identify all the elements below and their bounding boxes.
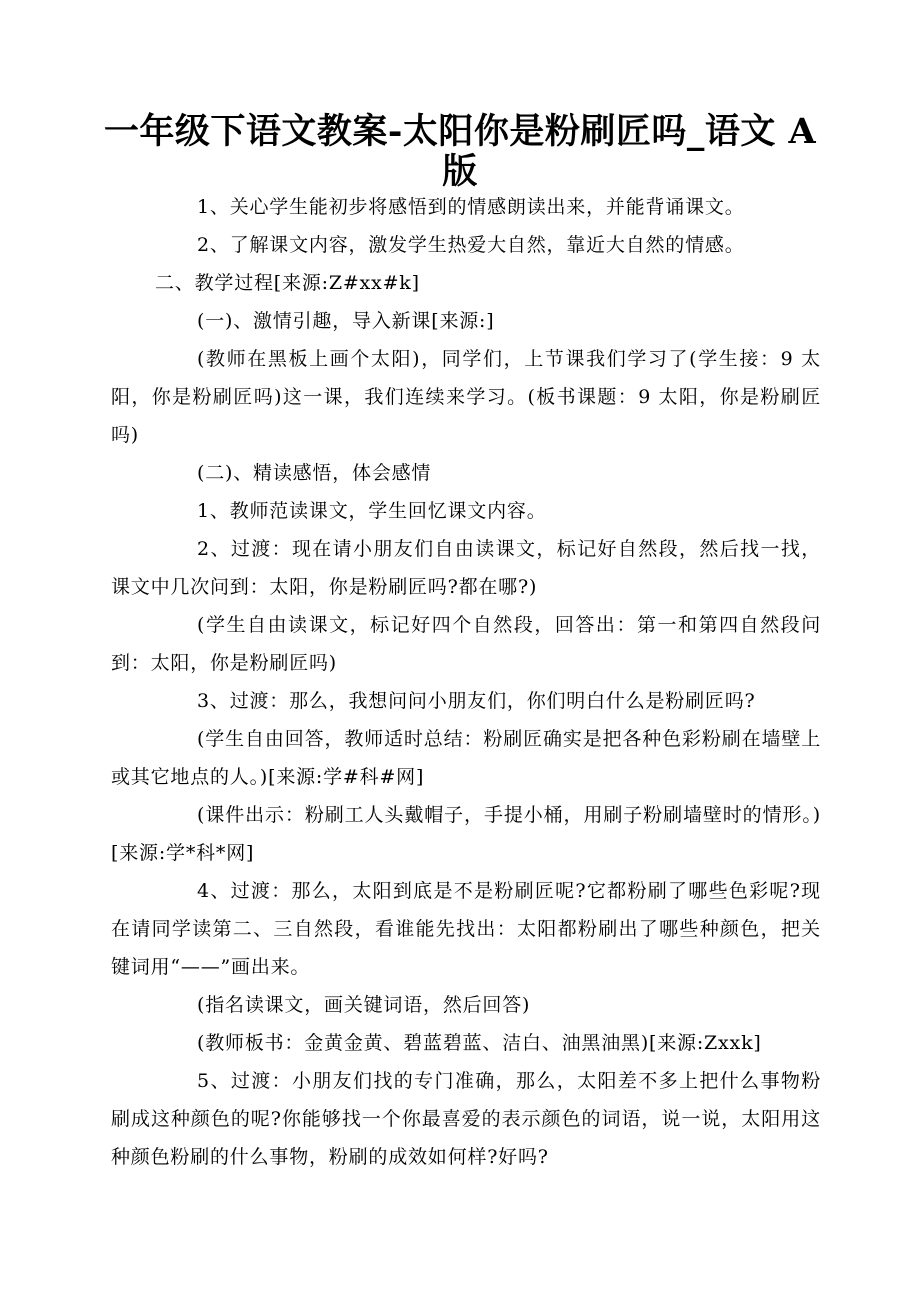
paragraph: (教师在黑板上画个太阳)，同学们，上节课我们学习了(学生接：9 太阳，你是粉刷匠吗)这一课，我们连续来学习。(板书课题：9 太阳，你是粉刷匠吗) xyxy=(111,348,821,446)
paragraph: 2、过渡：现在请小朋友们自由读课文，标记好自然段，然后找一找，课文中几次问到：太阳，你是粉刷匠吗?都在哪?) xyxy=(111,538,821,598)
paragraph: (学生自由回答，教师适时总结：粉刷匠确实是把各种色彩粉刷在墙壁上或其它地点的人。)[来源:学#科#网] xyxy=(111,728,821,788)
paragraph: 4、过渡：那么，太阳到底是不是粉刷匠呢?它都粉刷了哪些色彩呢?现在请同学读第二、三自然段，看谁能先找出：太阳都粉刷出了哪些种颜色，把关键词用“——”画出来。 xyxy=(111,880,821,978)
paragraph: 5、过渡：小朋友们找的专门准确，那么，太阳差不多上把什么事物粉刷成这种颜色的呢?你能够找一个你最喜爱的表示颜色的词语，说一说，太阳用这种颜色粉刷的什么事物，粉刷的成效如何样?好吗? xyxy=(111,1070,821,1168)
section-heading: 二、教学过程[来源:Z#xx#k] xyxy=(155,272,420,294)
paragraph: (课件出示：粉刷工人头戴帽子，手提小桶，用刷子粉刷墙壁时的情形。)[来源:学*科*网] xyxy=(111,804,821,864)
subsection-heading: (二)、精读感悟，体会感情 xyxy=(197,462,432,484)
paragraph: (指名读课文，画关键词语，然后回答) xyxy=(197,994,531,1016)
paragraph: 3、过渡：那么，我想问问小朋友们，你们明白什么是粉刷匠吗? xyxy=(197,690,756,712)
paragraph: (教师板书：金黄金黄、碧蓝碧蓝、洁白、油黑油黑)[来源:Zxxk] xyxy=(197,1032,762,1054)
paragraph: (学生自由读课文，标记好四个自然段，回答出：第一和第四自然段问到：太阳，你是粉刷匠吗) xyxy=(111,614,821,674)
paragraph: 1、关心学生能初步将感悟到的情感朗读出来，并能背诵课文。 xyxy=(197,196,745,218)
paragraph: 1、教师范读课文，学生回忆课文内容。 xyxy=(197,500,547,522)
document-title: 一年级下语文教案-太阳你是粉刷匠吗_语文 A 版 xyxy=(103,111,817,192)
paragraph: 2、了解课文内容，激发学生热爱大自然，靠近大自然的情感。 xyxy=(197,234,745,256)
subsection-heading: (一)、激情引趣，导入新课[来源:] xyxy=(197,310,495,332)
document-body xyxy=(111,188,821,1176)
